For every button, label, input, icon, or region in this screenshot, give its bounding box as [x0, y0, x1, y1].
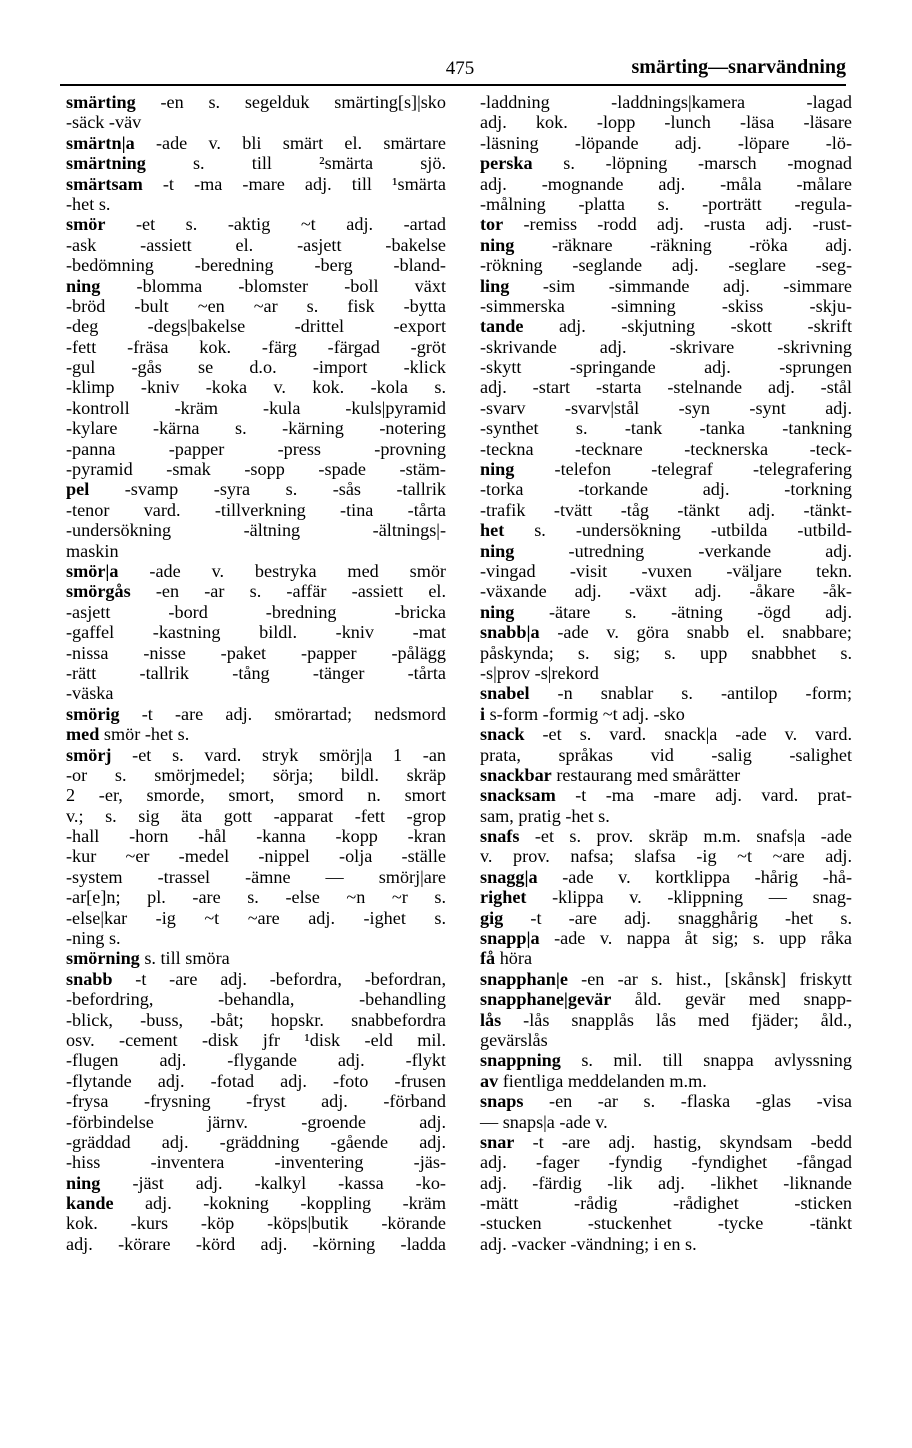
- headword: ning: [480, 601, 515, 622]
- dictionary-line: gig -t -are adj. snagghårig -het s.: [480, 907, 852, 928]
- dictionary-line: snappning s. mil. till snappa avlyssning: [480, 1050, 852, 1071]
- dictionary-line: -nissa -nisse -paket -papper -pålägg: [66, 642, 446, 663]
- dictionary-line: -målning -platta s. -porträtt -regula-: [480, 193, 852, 214]
- dictionary-line: -laddning -laddnings|kamera -lagad: [480, 92, 852, 112]
- headword: lås: [480, 1009, 502, 1030]
- dictionary-line: ning -ätare s. -ätning -ögd adj.: [480, 601, 852, 622]
- headword: smärtning: [66, 153, 146, 174]
- headword: med: [66, 724, 100, 745]
- dictionary-line: ling -sim -simmande adj. -simmare: [480, 275, 852, 296]
- dictionary-line: -undersökning -ältning -ältnings|-: [66, 520, 446, 541]
- dictionary-line: -blick, -buss, -båt; hopskr. snabbefordra: [66, 1009, 446, 1030]
- dictionary-line: ning -räknare -räkning -röka adj.: [480, 234, 852, 255]
- dictionary-line: maskin: [66, 540, 119, 561]
- dictionary-line: smärtn|a -ade v. bli smärt el. smärtare: [66, 132, 446, 153]
- headword: smörning: [66, 948, 140, 969]
- dictionary-line: -pyramid -smak -sopp -spade -stäm-: [66, 459, 446, 480]
- dictionary-line: adj. -körare -körd adj. -körning -ladda: [66, 1233, 446, 1254]
- dictionary-line: -tenor vard. -tillverkning -tina -tårta: [66, 499, 446, 520]
- headword: snapp|a: [480, 928, 540, 949]
- dictionary-line: snapp|a -ade v. nappa åt sig; s. upp råka: [480, 928, 852, 949]
- headword: ning: [66, 1172, 101, 1193]
- headword: snaps: [480, 1091, 524, 1112]
- dictionary-line: smörig -t -are adj. smörartad; nedsmord: [66, 703, 446, 724]
- dictionary-line: snabel -n snablar s. -antilop -form;: [480, 683, 852, 704]
- dictionary-line: -klimp -kniv -koka v. kok. -kola s.: [66, 377, 446, 398]
- dictionary-line: -ask -assiett el. -asjett -bakelse: [66, 234, 446, 255]
- headword: tor: [480, 214, 504, 235]
- dictionary-line: kande adj. -kokning -koppling -kräm: [66, 1193, 446, 1214]
- dictionary-line: snackbar restaurang med smårätter: [480, 764, 741, 785]
- headword: kande: [66, 1193, 114, 1214]
- headword: het: [480, 520, 505, 541]
- dictionary-line: -kur ~er -medel -nippel -olja -ställe: [66, 846, 446, 867]
- headword: smörig: [66, 703, 120, 724]
- headword: snabb|a: [480, 622, 540, 643]
- dictionary-line: -gaffel -kastning bildl. -kniv -mat: [66, 622, 446, 643]
- dictionary-line: adj. -fager -fyndig -fyndighet -fångad: [480, 1152, 852, 1173]
- dictionary-line: gevärslås: [480, 1029, 548, 1050]
- headword: ning: [66, 275, 101, 296]
- headword: snackbar: [480, 764, 552, 785]
- dictionary-line: påskynda; s. sig; s. upp snabbhet s.: [480, 642, 852, 663]
- dictionary-line: tande adj. -skjutning -skott -skrift: [480, 316, 852, 337]
- headword: smärting: [66, 92, 136, 112]
- dictionary-line: v.; s. sig äta gott -apparat -fett -grop: [66, 805, 446, 826]
- dictionary-line: smärtsam -t -ma -mare adj. till ¹smärta: [66, 173, 446, 194]
- dictionary-line: -or s. smörjmedel; sörja; bildl. skräp: [66, 764, 446, 785]
- dictionary-line: -hiss -inventera -inventering -jäs-: [66, 1152, 446, 1173]
- dictionary-line: -stucken -stuckenhet -tycke -tänkt: [480, 1213, 852, 1234]
- dictionary-line: ning -jäst adj. -kalkyl -kassa -ko-: [66, 1172, 446, 1193]
- dictionary-line: -flugen adj. -flygande adj. -flykt: [66, 1050, 446, 1071]
- dictionary-line: snagg|a -ade v. kortklippa -hårig -hå-: [480, 866, 852, 887]
- dictionary-line: snapphane|gevär åld. gevär med snapp-: [480, 989, 852, 1010]
- dictionary-line: -teckna -tecknare -tecknerska -teck-: [480, 438, 852, 459]
- headword: smör|a: [66, 560, 119, 581]
- dictionary-line: -rökning -seglande adj. -seglare -seg-: [480, 255, 852, 276]
- headword: ning: [480, 459, 515, 480]
- dictionary-line: ning -telefon -telegraf -telegrafering: [480, 459, 852, 480]
- dictionary-line: snapphan|e -en -ar s. hist., [skånsk] friskytt: [480, 968, 852, 989]
- dictionary-line: 2 -er, smorde, smort, smord n. smort: [66, 785, 446, 806]
- headword: snapphane|gevär: [480, 989, 612, 1010]
- dictionary-line: -bröd -bult ~en ~ar s. fisk -bytta: [66, 295, 446, 316]
- dictionary-line: -svarv -svarv|stål -syn -synt adj.: [480, 397, 852, 418]
- dictionary-line: v. prov. nafsa; slafsa -ig ~t ~are adj.: [480, 846, 852, 867]
- dictionary-line: -trafik -tvätt -tåg -tänkt adj. -tänkt-: [480, 499, 852, 520]
- headword: smör: [66, 214, 106, 235]
- headword: få: [480, 948, 496, 969]
- dictionary-line: snabb|a -ade v. göra snabb el. snabbare;: [480, 622, 852, 643]
- dictionary-line: smörgås -en -ar s. -affär -assiett el.: [66, 581, 446, 602]
- dictionary-line: -system -trassel -ämne — smörj|are: [66, 866, 446, 887]
- headword: ning: [480, 540, 515, 561]
- dictionary-line: få höra: [480, 948, 533, 969]
- dictionary-line: snafs -et s. prov. skräp m.m. snafs|a -ade: [480, 826, 852, 847]
- headword: righet: [480, 887, 527, 908]
- dictionary-line: -gräddad adj. -gräddning -gående adj.: [66, 1131, 446, 1152]
- dictionary-line: -panna -papper -press -provning: [66, 438, 446, 459]
- dictionary-line: -väska: [66, 683, 114, 704]
- dictionary-line: adj. -start -starta -stelnande adj. -stål: [480, 377, 852, 398]
- dictionary-line: smärting -en s. segelduk smärting[s]|sko: [66, 92, 446, 112]
- dictionary-line: osv. -cement -disk jfr ¹disk -eld mil.: [66, 1029, 446, 1050]
- headword: ling: [480, 275, 510, 296]
- headword: smörj: [66, 744, 112, 765]
- headword: snapphan|e: [480, 968, 568, 989]
- dictionary-line: adj. -vacker -vändning; i en s.: [480, 1233, 697, 1254]
- headword: snabb: [66, 968, 113, 989]
- dictionary-line: -ning s.: [66, 928, 121, 949]
- dictionary-line: -växande adj. -växt adj. -åkare -åk-: [480, 581, 852, 602]
- headword: snar: [480, 1131, 515, 1152]
- dictionary-line: tor -remiss -rodd adj. -rusta adj. -rust-: [480, 214, 852, 235]
- dictionary-line: snack -et s. vard. snack|a -ade v. vard.: [480, 724, 852, 745]
- headword: smörgås: [66, 581, 131, 602]
- dictionary-line: prata, språkas vid -salig -salighet: [480, 744, 852, 765]
- right-column: [480, 92, 852, 1254]
- dictionary-line: kok. -kurs -köp -köps|butik -körande: [66, 1213, 446, 1234]
- dictionary-line: -torka -torkande adj. -torkning: [480, 479, 852, 500]
- dictionary-line: pel -svamp -syra s. -sås -tallrik: [66, 479, 446, 500]
- dictionary-line: -ar[e]n; pl. -are s. -else ~n ~r s.: [66, 887, 446, 908]
- dictionary-line: -synthet s. -tank -tanka -tankning: [480, 418, 852, 439]
- headword: smärtn|a: [66, 132, 135, 153]
- dictionary-line: snaps -en -ar s. -flaska -glas -visa: [480, 1091, 852, 1112]
- dictionary-line: -mätt -rådig -rådighet -sticken: [480, 1193, 852, 1214]
- dictionary-line: lås -lås snapplås lås med fjäder; åld.,: [480, 1009, 852, 1030]
- headword: ning: [480, 234, 515, 255]
- dictionary-line: sam, pratig -het s.: [480, 805, 610, 826]
- dictionary-line: adj. -mognande adj. -måla -målare: [480, 173, 852, 194]
- dictionary-line: ning -utredning -verkande adj.: [480, 540, 852, 561]
- dictionary-line: adj. -färdig -lik adj. -likhet -liknande: [480, 1172, 852, 1193]
- dictionary-line: -läsning -löpande adj. -löpare -lö-: [480, 132, 852, 153]
- dictionary-line: -vingad -visit -vuxen -väljare tekn.: [480, 560, 852, 581]
- dictionary-line: smörj -et s. vard. stryk smörj|a 1 -an: [66, 744, 446, 765]
- dictionary-line: -asjett -bord -bredning -bricka: [66, 601, 446, 622]
- left-column: [66, 92, 446, 1254]
- dictionary-line: -kylare -kärna s. -kärning -notering: [66, 418, 446, 439]
- dictionary-line: smärtning s. till ²smärta sjö.: [66, 153, 446, 174]
- dictionary-line: -simmerska -simning -skiss -skju-: [480, 295, 852, 316]
- headword: snappning: [480, 1050, 561, 1071]
- header-rule: [60, 84, 846, 86]
- dictionary-line: -frysa -frysning -fryst adj. -förband: [66, 1091, 446, 1112]
- headword: perska: [480, 153, 533, 174]
- headword: i: [480, 703, 486, 724]
- dictionary-line: het s. -undersökning -utbilda -utbild-: [480, 520, 852, 541]
- dictionary-line: -skytt -springande adj. -sprungen: [480, 357, 852, 378]
- dictionary-line: -säck -väv: [66, 112, 142, 133]
- headword: smärtsam: [66, 173, 143, 194]
- dictionary-line: ning -blomma -blomster -boll växt: [66, 275, 446, 296]
- dictionary-line: smör -et s. -aktig ~t adj. -artad: [66, 214, 446, 235]
- dictionary-line: -bedömning -beredning -berg -bland-: [66, 255, 446, 276]
- dictionary-line: snar -t -are adj. hastig, skyndsam -bedd: [480, 1131, 852, 1152]
- dictionary-line: av fientliga meddelanden m.m.: [480, 1070, 707, 1091]
- headword: snack: [480, 724, 525, 745]
- dictionary-line: snacksam -t -ma -mare adj. vard. prat-: [480, 785, 852, 806]
- dictionary-line: i s-form -formig ~t adj. -sko: [480, 703, 685, 724]
- headword: av: [480, 1070, 499, 1091]
- dictionary-line: -flytande adj. -fotad adj. -foto -frusen: [66, 1070, 446, 1091]
- headword: tande: [480, 316, 524, 337]
- dictionary-line: — snaps|a -ade v.: [480, 1111, 608, 1132]
- dictionary-line: -skrivande adj. -skrivare -skrivning: [480, 336, 852, 357]
- dictionary-line: smörning s. till smöra: [66, 948, 230, 969]
- headword: gig: [480, 907, 504, 928]
- headword: snafs: [480, 826, 520, 847]
- dictionary-line: -deg -degs|bakelse -drittel -export: [66, 316, 446, 337]
- dictionary-line: med smör -het s.: [66, 724, 190, 745]
- dictionary-line: smör|a -ade v. bestryka med smör: [66, 560, 446, 581]
- running-title: smärting—snarvändning: [631, 56, 846, 78]
- dictionary-line: -fett -fräsa kok. -färg -färgad -gröt: [66, 336, 446, 357]
- dictionary-line: -förbindelse järnv. -groende adj.: [66, 1111, 446, 1132]
- dictionary-line: -rätt -tallrik -tång -tänger -tårta: [66, 662, 446, 683]
- headword: pel: [66, 479, 90, 500]
- dictionary-line: adj. kok. -lopp -lunch -läsa -läsare: [480, 112, 852, 133]
- headword: snacksam: [480, 785, 556, 806]
- dictionary-line: -else|kar -ig ~t ~are adj. -ighet s.: [66, 907, 446, 928]
- dictionary-line: snabb -t -are adj. -befordra, -befordran,: [66, 968, 446, 989]
- headword: snabel: [480, 683, 530, 704]
- dictionary-line: perska s. -löpning -marsch -mognad: [480, 153, 852, 174]
- dictionary-line: -kontroll -kräm -kula -kuls|pyramid: [66, 397, 446, 418]
- dictionary-line: -befordring, -behandla, -behandling: [66, 989, 446, 1010]
- dictionary-line: righet -klippa v. -klippning — snag-: [480, 887, 852, 908]
- dictionary-line: -gul -gås se d.o. -import -klick: [66, 357, 446, 378]
- headword: snagg|a: [480, 866, 538, 887]
- dictionary-line: -het s.: [66, 193, 111, 214]
- dictionary-line: -hall -horn -hål -kanna -kopp -kran: [66, 826, 446, 847]
- dictionary-line: -s|prov -s|rekord: [480, 662, 599, 683]
- page-number: 475: [445, 58, 475, 79]
